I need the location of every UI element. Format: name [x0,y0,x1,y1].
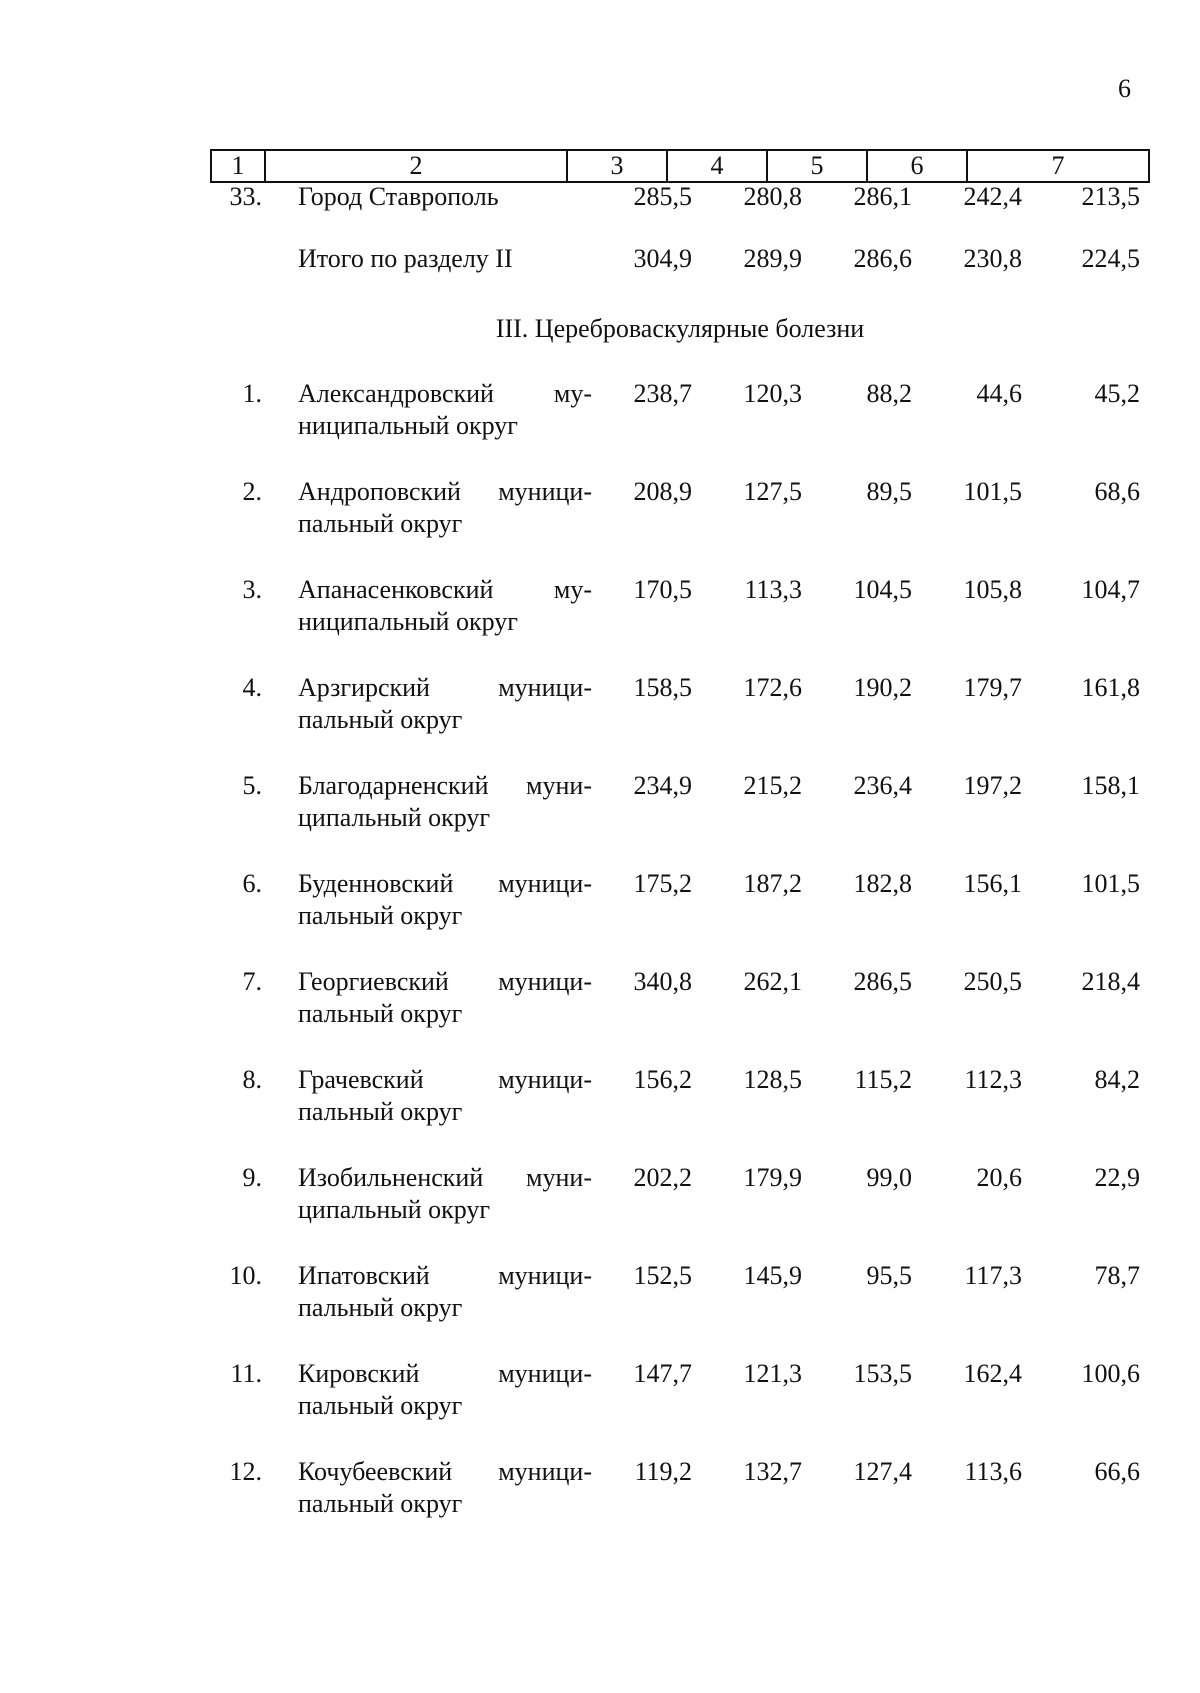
cell-col-5: 286,5 [853,967,912,996]
row-name [298,1358,592,1422]
cell-col-3: 234,9 [633,771,692,800]
row-name [298,1260,592,1324]
row-name-line-2: пальный округ [298,1391,463,1420]
row-number: 12. [229,1457,262,1486]
row-name-line-1: Кочубеевский муници- [298,1457,592,1486]
row-name-line-2: ниципальный округ [298,607,518,636]
row-name-line-1: Александровский му- [298,379,592,408]
cell-col-3: 304,9 [633,244,692,273]
cell-col-6: 105,8 [963,575,1022,604]
row-name: Итого по разделу II [298,244,513,273]
cell-col-4: 127,5 [743,477,802,506]
row-name [298,672,592,736]
row-name-line-1: Кировский муници- [298,1359,592,1388]
cell-col-7: 66,6 [1094,1457,1140,1486]
row-number: 6. [242,869,262,898]
cell-col-5: 286,6 [853,244,912,273]
cell-col-7: 78,7 [1094,1261,1140,1290]
cell-col-3: 170,5 [633,575,692,604]
cell-col-3: 238,7 [633,379,692,408]
cell-col-5: 153,5 [853,1359,912,1388]
row-name [298,1064,592,1128]
cell-col-7: 161,8 [1081,673,1140,702]
cell-col-4: 145,9 [743,1261,802,1290]
cell-col-7: 213,5 [1081,182,1140,211]
table-header [210,149,1150,183]
row-name-line-2: ципальный округ [298,1195,491,1224]
row-name-line-1: Ипатовский муници- [298,1261,592,1290]
row-number: 7. [242,967,262,996]
cell-col-7: 158,1 [1081,771,1140,800]
cell-col-7: 104,7 [1081,575,1140,604]
cell-col-5: 182,8 [853,869,912,898]
header-col-6: 6 [867,150,967,182]
row-name-line-1: Грачевский муници- [298,1065,592,1094]
header-col-2: 2 [265,150,567,182]
cell-col-5: 286,1 [853,182,912,211]
cell-col-6: 162,4 [963,1359,1022,1388]
row-number: 4. [242,673,262,702]
cell-col-4: 128,5 [743,1065,802,1094]
row-number: 9. [242,1163,262,1192]
cell-col-7: 100,6 [1081,1359,1140,1388]
row-number: 3. [242,575,262,604]
row-name-line-2: ципальный округ [298,803,491,832]
cell-col-7: 224,5 [1081,244,1140,273]
row-name-line-2: пальный округ [298,1097,463,1126]
row-name-line-2: пальный округ [298,509,463,538]
cell-col-7: 84,2 [1094,1065,1140,1094]
cell-col-6: 242,4 [963,182,1022,211]
cell-col-7: 68,6 [1094,477,1140,506]
cell-col-6: 230,8 [963,244,1022,273]
cell-col-4: 121,3 [743,1359,802,1388]
cell-col-5: 190,2 [853,673,912,702]
cell-col-6: 197,2 [963,771,1022,800]
cell-col-3: 202,2 [633,1163,692,1192]
cell-col-3: 147,7 [633,1359,692,1388]
header-col-3: 3 [567,150,667,182]
cell-col-4: 113,3 [744,575,802,604]
row-name-line-1: Изобильненский муни- [298,1163,592,1192]
cell-col-3: 119,2 [634,1457,692,1486]
cell-col-4: 172,6 [743,673,802,702]
header-row [211,150,1149,182]
row-name [298,476,592,540]
row-name [298,868,592,932]
cell-col-5: 236,4 [853,771,912,800]
row-name [298,966,592,1030]
cell-col-3: 158,5 [633,673,692,702]
row-number: 2. [242,477,262,506]
cell-col-4: 262,1 [743,967,802,996]
row-name [298,770,592,834]
cell-col-5: 104,5 [853,575,912,604]
cell-col-6: 20,6 [976,1163,1022,1192]
row-number: 11. [230,1359,262,1388]
row-name-line-1: Апанасенковский му- [298,575,592,604]
cell-col-3: 340,8 [633,967,692,996]
cell-col-6: 101,5 [963,477,1022,506]
cell-col-5: 89,5 [866,477,912,506]
row-name-line-2: пальный округ [298,999,463,1028]
cell-col-7: 45,2 [1094,379,1140,408]
row-number: 10. [229,1261,262,1290]
cell-col-6: 113,6 [964,1457,1022,1486]
cell-col-4: 289,9 [743,244,802,273]
cell-col-4: 179,9 [743,1163,802,1192]
header-col-1: 1 [211,150,265,182]
row-name-line-1: Георгиевский муници- [298,967,592,996]
cell-col-3: 152,5 [633,1261,692,1290]
cell-col-3: 208,9 [633,477,692,506]
cell-col-5: 127,4 [853,1457,912,1486]
row-name-line-2: пальный округ [298,705,463,734]
row-name-line-1: Благодарненский муни- [298,771,592,800]
row-name [298,1456,592,1520]
cell-col-4: 120,3 [743,379,802,408]
header-col-4: 4 [667,150,767,182]
cell-col-7: 218,4 [1081,967,1140,996]
cell-col-7: 101,5 [1081,869,1140,898]
cell-col-6: 112,3 [964,1065,1022,1094]
cell-col-6: 44,6 [976,379,1022,408]
cell-col-4: 187,2 [743,869,802,898]
cell-col-6: 179,7 [963,673,1022,702]
header-col-5: 5 [767,150,867,182]
row-name [298,574,592,638]
cell-col-4: 215,2 [743,771,802,800]
row-name-line-2: пальный округ [298,1489,463,1518]
row-name-line-1: Буденновский муници- [298,869,592,898]
row-number: 1. [242,379,262,408]
row-number: 33. [229,182,262,211]
row-name [298,378,592,442]
cell-col-6: 117,3 [964,1261,1022,1290]
row-name-line-2: ниципальный округ [298,411,518,440]
cell-col-3: 285,5 [633,182,692,211]
cell-col-5: 115,2 [854,1065,912,1094]
row-name-line-1: Андроповский муници- [298,477,592,506]
row-name-line-1: Арзгирский муници- [298,673,592,702]
row-number: 8. [242,1065,262,1094]
cell-col-6: 250,5 [963,967,1022,996]
cell-col-5: 95,5 [866,1261,912,1290]
cell-col-5: 88,2 [866,379,912,408]
cell-col-3: 156,2 [633,1065,692,1094]
cell-col-3: 175,2 [633,869,692,898]
cell-col-4: 280,8 [743,182,802,211]
row-name-line-2: пальный округ [298,901,463,930]
cell-col-5: 99,0 [866,1163,912,1192]
header-col-7: 7 [967,150,1149,182]
section-heading: III. Цереброваскулярные болезни [495,314,865,343]
row-name-line-2: пальный округ [298,1293,463,1322]
page-number: 6 [1118,74,1131,103]
cell-col-6: 156,1 [963,869,1022,898]
row-name [298,1162,592,1226]
cell-col-7: 22,9 [1094,1163,1140,1192]
cell-col-4: 132,7 [743,1457,802,1486]
row-name: Город Ставрополь [298,182,499,211]
row-number: 5. [242,771,262,800]
